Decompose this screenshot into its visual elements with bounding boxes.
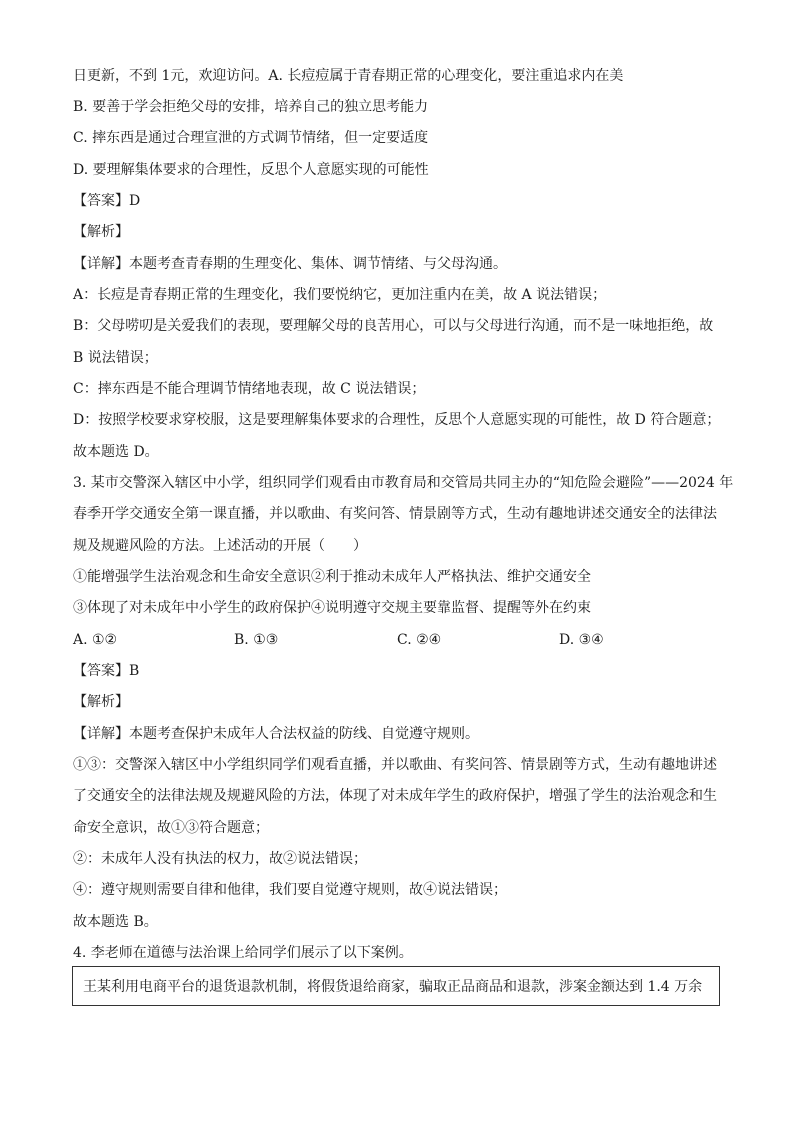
text-line: 了交通安全的法律法规及规避风险的方法，体现了对未成年学生的政府保护，增强了学生的法治观念和生 [73,788,717,804]
analysis-label: 【解析】 [73,694,129,710]
question-4-text: 4. 李老师在道德与法治课上给同学们展示了以下案例。 [73,945,413,961]
statement-line: ③体现了对未成年中小学生的政府保护④说明遵守交规主要靠监督、提醒等外在约束 [73,600,591,616]
text-line: A：长痘是青春期正常的生理变化，我们要悦纳它，更加注重内在美，故 A 说法错误； [73,287,607,303]
detail-text: 【详解】本题考查青春期的生理变化、集体、调节情绪、与父母沟通。 [73,256,507,272]
text-line: D：按照学校要求穿校服，这是要理解集体要求的合理性，反思个人意愿实现的可能性，故 D 符合题意； [73,412,721,428]
text-line: B：父母唠叨是关爱我们的表现，要理解父母的良苦用心，可以与父母进行沟通，而不是一味地拒绝，故 [73,318,714,334]
answer-label: 【答案】D [73,193,141,209]
statement-line: ①能增强学生法治观念和生命安全意识②利于推动未成年人严格执法、维护交通安全 [73,569,591,585]
text-line: 命安全意识，故①③符合题意； [73,820,269,836]
option-c: C. ②④ [397,632,442,648]
question-3-text: 春季开学交通安全第一课直播，并以歌曲、有奖问答、情景剧等方式，生动有趣地讲述交通安全的法律法 [73,506,717,522]
text-line: ②：未成年人没有执法的权力，故②说法错误； [73,851,367,867]
detail-text: 【详解】本题考查保护未成年人合法权益的防线、自觉遵守规则。 [73,726,479,742]
option-a: A. ①② [73,632,118,648]
option-d-text: D. 要理解集体要求的合理性，反思个人意愿实现的可能性 [73,162,429,178]
text-line: 日更新，不到 1元，欢迎访问。A. 长痘痘属于青春期正常的心理变化，要注重追求内在美 [73,68,624,84]
text-line: B 说法错误； [73,350,158,366]
option-d: D. ③④ [559,632,604,648]
case-text: 王某利用电商平台的退货退款机制，将假货退给商家，骗取正品商品和退款，涉案金额达到 1.4 万余 [83,979,703,995]
question-3-text: 规及规避风险的方法。上述活动的开展（ ） [73,538,367,554]
answer-label: 【答案】B [73,663,140,679]
option-b-text: B. 要善于学会拒绝父母的安排，培养自己的独立思考能力 [73,99,429,115]
text-line: C：摔东西是不能合理调节情绪地表现，故 C 说法错误； [73,381,426,397]
text-line: 故本题选 D。 [73,444,159,460]
option-b: B. ①③ [234,632,279,648]
option-c-text: C. 摔东西是通过合理宣泄的方式调节情绪，但一定要适度 [73,130,429,146]
case-box [72,966,720,1006]
analysis-label: 【解析】 [73,224,129,240]
text-line: 故本题选 B。 [73,914,158,930]
text-line: ①③：交警深入辖区中小学组织同学们观看直播，并以歌曲、有奖问答、情景剧等方式，生动有趣地讲述 [73,757,717,773]
question-3-text: 3. 某市交警深入辖区中小学，组织同学们观看由市教育局和交管局共同主办的“知危险会避险”——2024 年 [73,475,734,491]
text-line: ④：遵守规则需要自律和他律，我们要自觉遵守规则，故④说法错误； [73,882,507,898]
